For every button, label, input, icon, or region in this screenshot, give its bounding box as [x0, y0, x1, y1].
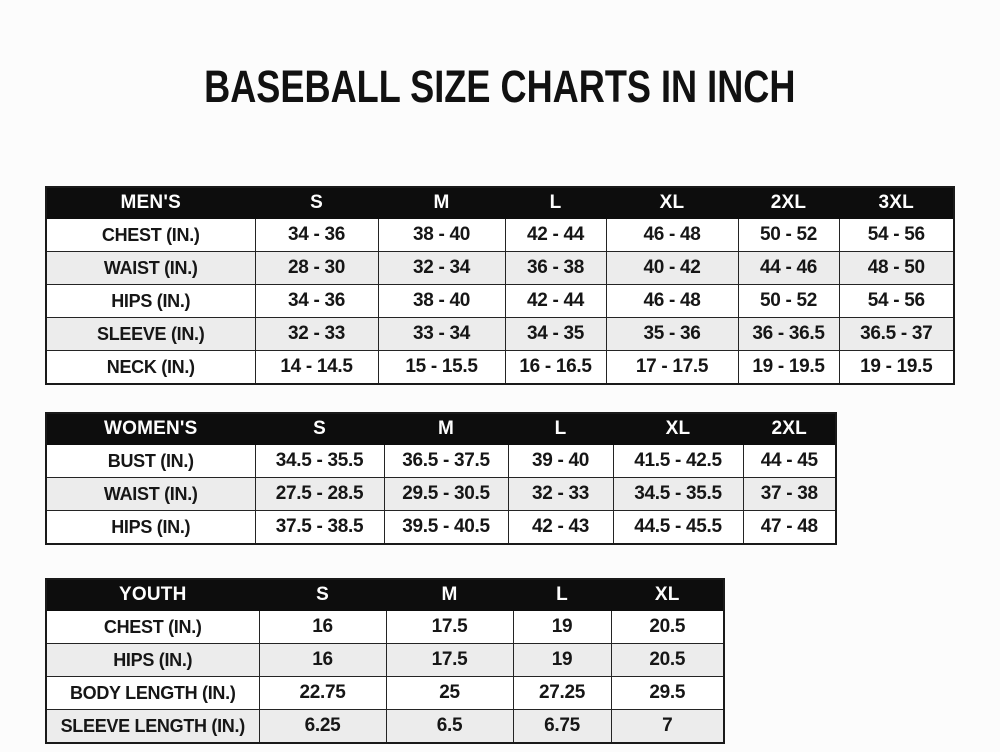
youth-size-table — [45, 578, 725, 744]
size-cell: 7 — [611, 710, 724, 744]
size-cell: 19 - 19.5 — [738, 351, 839, 385]
row-label: HIPS (IN.) — [46, 644, 259, 677]
size-cell: 36.5 - 37.5 — [384, 445, 508, 478]
row-label: HIPS (IN.) — [46, 511, 255, 545]
row-label: HIPS (IN.) — [46, 285, 255, 318]
column-header-xl: XL — [613, 413, 743, 445]
table-row-hips — [46, 644, 724, 677]
page-title-text: BASEBALL SIZE CHARTS IN INCH — [204, 61, 796, 112]
table-row-neck — [46, 351, 954, 385]
size-cell: 6.5 — [386, 710, 513, 744]
column-header-l: L — [505, 187, 606, 219]
size-cell: 42 - 43 — [508, 511, 613, 545]
row-label: SLEEVE LENGTH (IN.) — [46, 710, 259, 744]
size-cell: 19 — [513, 644, 611, 677]
size-cell: 54 - 56 — [839, 219, 954, 252]
column-header-l: L — [513, 579, 611, 611]
youth-header-row — [46, 579, 724, 611]
column-header-3xl: 3XL — [839, 187, 954, 219]
size-cell: 39 - 40 — [508, 445, 613, 478]
size-cell: 19 - 19.5 — [839, 351, 954, 385]
size-cell: 44 - 46 — [738, 252, 839, 285]
size-cell: 32 - 34 — [378, 252, 505, 285]
column-header-s: S — [255, 413, 384, 445]
row-label: BUST (IN.) — [46, 445, 255, 478]
size-cell: 35 - 36 — [606, 318, 738, 351]
mens-size-table — [45, 186, 955, 385]
table-row-sleeve-length — [46, 710, 724, 744]
size-cell: 20.5 — [611, 644, 724, 677]
size-cell: 29.5 — [611, 677, 724, 710]
size-cell: 38 - 40 — [378, 285, 505, 318]
size-cell: 33 - 34 — [378, 318, 505, 351]
size-cell: 38 - 40 — [378, 219, 505, 252]
size-cell: 34.5 - 35.5 — [255, 445, 384, 478]
womens-size-table — [45, 412, 837, 545]
size-cell: 17.5 — [386, 644, 513, 677]
size-cell: 28 - 30 — [255, 252, 378, 285]
row-label: WAIST (IN.) — [46, 252, 255, 285]
size-cell: 36 - 38 — [505, 252, 606, 285]
size-cell: 27.25 — [513, 677, 611, 710]
size-cell: 16 - 16.5 — [505, 351, 606, 385]
size-cell: 27.5 - 28.5 — [255, 478, 384, 511]
size-cell: 46 - 48 — [606, 219, 738, 252]
size-cell: 34 - 35 — [505, 318, 606, 351]
size-cell: 16 — [259, 611, 386, 644]
size-cell: 20.5 — [611, 611, 724, 644]
column-header-xl: XL — [606, 187, 738, 219]
size-cell: 44 - 45 — [743, 445, 836, 478]
table-row-waist — [46, 252, 954, 285]
size-cell: 17 - 17.5 — [606, 351, 738, 385]
size-cell: 39.5 - 40.5 — [384, 511, 508, 545]
size-cell: 42 - 44 — [505, 219, 606, 252]
size-cell: 34 - 36 — [255, 219, 378, 252]
row-label: CHEST (IN.) — [46, 611, 259, 644]
size-cell: 36.5 - 37 — [839, 318, 954, 351]
size-cell: 46 - 48 — [606, 285, 738, 318]
table-row-bust — [46, 445, 836, 478]
column-header-mens: MEN'S — [46, 187, 255, 219]
row-label: WAIST (IN.) — [46, 478, 255, 511]
row-label: BODY LENGTH (IN.) — [46, 677, 259, 710]
size-cell: 17.5 — [386, 611, 513, 644]
column-header-2xl: 2XL — [738, 187, 839, 219]
column-header-m: M — [384, 413, 508, 445]
womens-header-row — [46, 413, 836, 445]
mens-header-row — [46, 187, 954, 219]
table-row-hips — [46, 285, 954, 318]
row-label: NECK (IN.) — [46, 351, 255, 385]
size-cell: 50 - 52 — [738, 219, 839, 252]
size-cell: 32 - 33 — [508, 478, 613, 511]
size-cell: 48 - 50 — [839, 252, 954, 285]
column-header-youth: YOUTH — [46, 579, 259, 611]
row-label: CHEST (IN.) — [46, 219, 255, 252]
size-cell: 19 — [513, 611, 611, 644]
column-header-s: S — [259, 579, 386, 611]
table-row-body-length — [46, 677, 724, 710]
size-cell: 29.5 - 30.5 — [384, 478, 508, 511]
table-row-chest — [46, 611, 724, 644]
size-cell: 47 - 48 — [743, 511, 836, 545]
table-row-waist — [46, 478, 836, 511]
column-header-womens: WOMEN'S — [46, 413, 255, 445]
row-label: SLEEVE (IN.) — [46, 318, 255, 351]
size-cell: 22.75 — [259, 677, 386, 710]
page-title — [0, 0, 1000, 110]
column-header-s: S — [255, 187, 378, 219]
size-cell: 42 - 44 — [505, 285, 606, 318]
size-cell: 50 - 52 — [738, 285, 839, 318]
size-cell: 36 - 36.5 — [738, 318, 839, 351]
size-cell: 44.5 - 45.5 — [613, 511, 743, 545]
size-cell: 25 — [386, 677, 513, 710]
size-cell: 6.25 — [259, 710, 386, 744]
size-cell: 40 - 42 — [606, 252, 738, 285]
size-cell: 16 — [259, 644, 386, 677]
size-cell: 34 - 36 — [255, 285, 378, 318]
table-row-sleeve — [46, 318, 954, 351]
column-header-xl: XL — [611, 579, 724, 611]
size-cell: 14 - 14.5 — [255, 351, 378, 385]
size-cell: 54 - 56 — [839, 285, 954, 318]
size-cell: 6.75 — [513, 710, 611, 744]
size-cell: 37 - 38 — [743, 478, 836, 511]
size-cell: 37.5 - 38.5 — [255, 511, 384, 545]
column-header-l: L — [508, 413, 613, 445]
table-row-chest — [46, 219, 954, 252]
table-row-hips — [46, 511, 836, 545]
size-cell: 15 - 15.5 — [378, 351, 505, 385]
size-cell: 34.5 - 35.5 — [613, 478, 743, 511]
column-header-m: M — [378, 187, 505, 219]
column-header-m: M — [386, 579, 513, 611]
size-cell: 32 - 33 — [255, 318, 378, 351]
size-cell: 41.5 - 42.5 — [613, 445, 743, 478]
column-header-2xl: 2XL — [743, 413, 836, 445]
